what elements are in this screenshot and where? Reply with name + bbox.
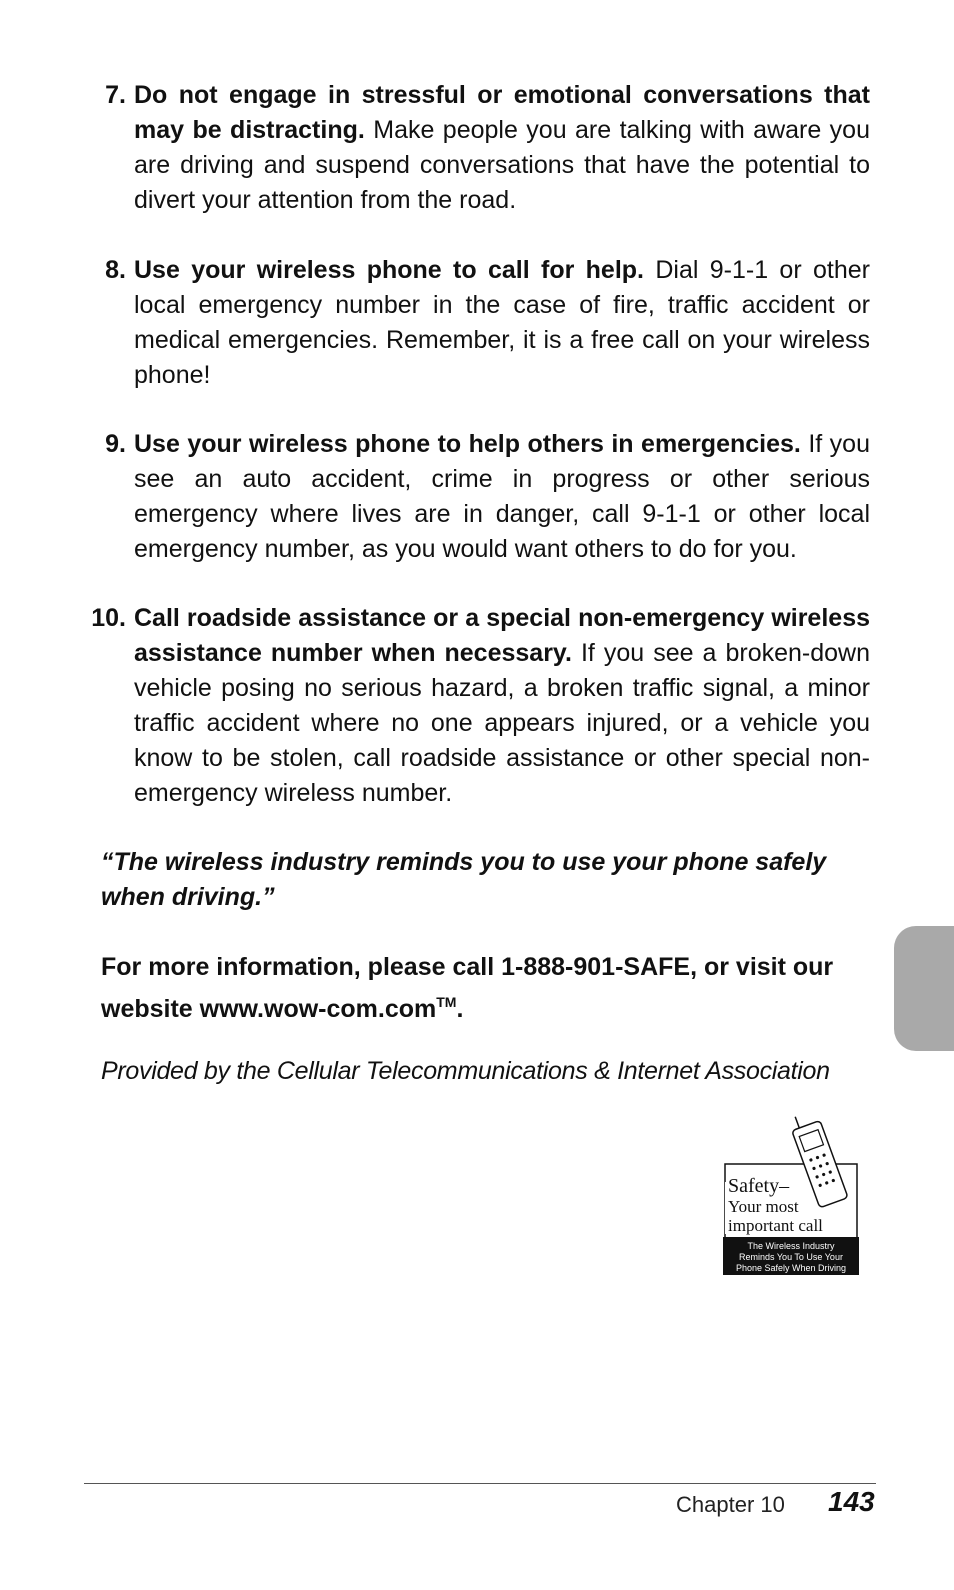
list-item-7 [84, 78, 870, 218]
item-body [134, 78, 870, 218]
item-body [134, 601, 870, 811]
item-number: 9. [105, 430, 126, 458]
item-text: Make people you are talking with aware you are driving and suspend conversations that have the potential to divert your attention from the road. [134, 116, 870, 214]
more-info [101, 950, 869, 1027]
item-body [134, 253, 870, 393]
item-text: If you see an auto accident, crime in progress or other serious emergency where lives are in danger, call 9-1-1 or other local emergency number, as you would want others to do for you. [134, 430, 870, 563]
item-text: Dial 9-1-1 or other local emergency number in the case of fire, traffic accident or medical emergencies. Remember, it is a free call on your wireless phone! [134, 256, 870, 389]
logo-banner-line2: Reminds You To Use Your [739, 1252, 843, 1262]
item-number: 7. [105, 81, 126, 109]
more-info-end: . [456, 995, 464, 1023]
item-text: If you see a broken-down vehicle posing no serious hazard, a broken traffic signal, a minor traffic accident where no one appears injured, or a vehicle you know to be stolen, call roadside assistance or other special non-emergency wireless number. [134, 639, 870, 807]
list-item-8 [84, 253, 870, 393]
logo-line3: important call [728, 1216, 823, 1235]
item-lead: Use your wireless phone to call for help. [134, 256, 644, 284]
provided-by: Provided by the Cellular Telecommunications & Internet Association [101, 1057, 830, 1085]
footer-rule [84, 1483, 876, 1484]
item-lead: Use your wireless phone to help others in emergencies. [134, 430, 801, 458]
logo-banner-line1: The Wireless Industry [747, 1241, 835, 1251]
item-number: 10. [91, 604, 126, 632]
item-body [134, 427, 870, 567]
item-lead: Do not engage in stressful or emotional conversations that may be distracting. [134, 81, 870, 144]
list-item-10 [84, 601, 870, 811]
footer-chapter-label: Chapter 10 [676, 1492, 785, 1517]
safety-logo [722, 1112, 862, 1277]
chapter-thumb-tab [894, 926, 954, 1051]
item-number: 8. [105, 256, 126, 284]
item-lead: Call roadside assistance or a special non-emergency wireless assistance number when necessary. [134, 604, 870, 667]
logo-line2: Your most [728, 1197, 799, 1216]
logo-banner-line3: Phone Safely When Driving [735, 1263, 847, 1273]
safety-logo-graphic [722, 1112, 862, 1277]
page-number: 143 [828, 1486, 875, 1517]
safety-quote: “The wireless industry reminds you to use your phone safely when driving.” [101, 848, 827, 911]
logo-line1: Safety– [728, 1175, 790, 1197]
trademark-mark: TM [436, 994, 457, 1010]
more-info-text: For more information, please call 1-888-901-SAFE, or visit our website www.wow-com.com [101, 953, 834, 1023]
list-item-9 [84, 427, 870, 567]
